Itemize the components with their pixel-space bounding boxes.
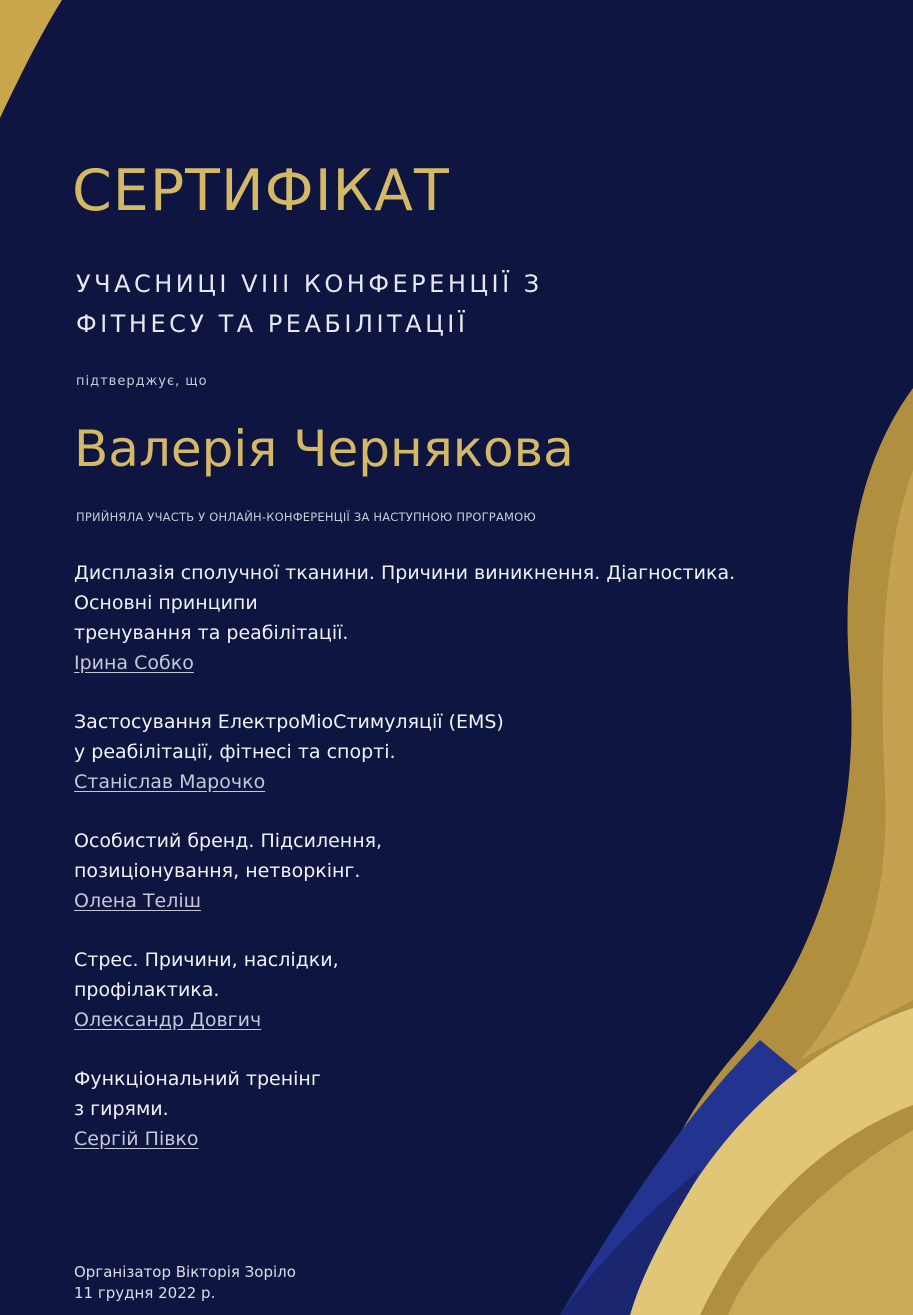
confirms-text: підтверджує, що	[76, 374, 208, 389]
program-item	[74, 558, 794, 678]
talk-topic: Функціональний тренінг з гирями.	[74, 1068, 321, 1120]
program-item	[74, 1064, 794, 1154]
talk-topic: Стрес. Причини, наслідки, профілактика.	[74, 949, 339, 1001]
speaker-link[interactable]: Олександр Довгич	[74, 1009, 262, 1031]
program-item	[74, 707, 794, 797]
program-item	[74, 945, 794, 1035]
program-item	[74, 826, 794, 916]
program-list	[74, 558, 794, 1183]
talk-topic: Особистий бренд. Підсилення, позиціонування, нетворкінг.	[74, 830, 383, 882]
participation-text: ПРИЙНЯЛА УЧАСТЬ У ОНЛАЙН-КОНФЕРЕНЦІЇ ЗА НАСТУПНОЮ ПРОГРАМОЮ	[76, 510, 537, 524]
speaker-link[interactable]: Ірина Собко	[74, 652, 194, 674]
certificate-title: СЕРТИФІКАТ	[72, 158, 450, 224]
organizer-name: Організатор Вікторія Зоріло	[74, 1263, 296, 1281]
talk-topic: Застосування ЕлектроМіоСтимуляції (EMS) у реабілітації, фітнесі та спорті.	[74, 711, 504, 763]
speaker-link[interactable]: Сергій Півко	[74, 1128, 199, 1150]
speaker-link[interactable]: Станіслав Марочко	[74, 771, 266, 793]
talk-topic: Дисплазія сполучної тканини. Причини виникнення. Діагностика. Основні принципи тренування та реабілітації.	[74, 562, 736, 644]
recipient-name: Валерія Чернякова	[74, 420, 574, 478]
certificate-subtitle: УЧАСНИЦІ VIII КОНФЕРЕНЦІЇ З ФІТНЕСУ ТА РЕАБІЛІТАЦІЇ	[76, 270, 543, 338]
speaker-link[interactable]: Олена Теліш	[74, 890, 201, 912]
certificate-date: 11 грудня 2022 р.	[74, 1284, 216, 1302]
organizer-block	[74, 1262, 296, 1304]
